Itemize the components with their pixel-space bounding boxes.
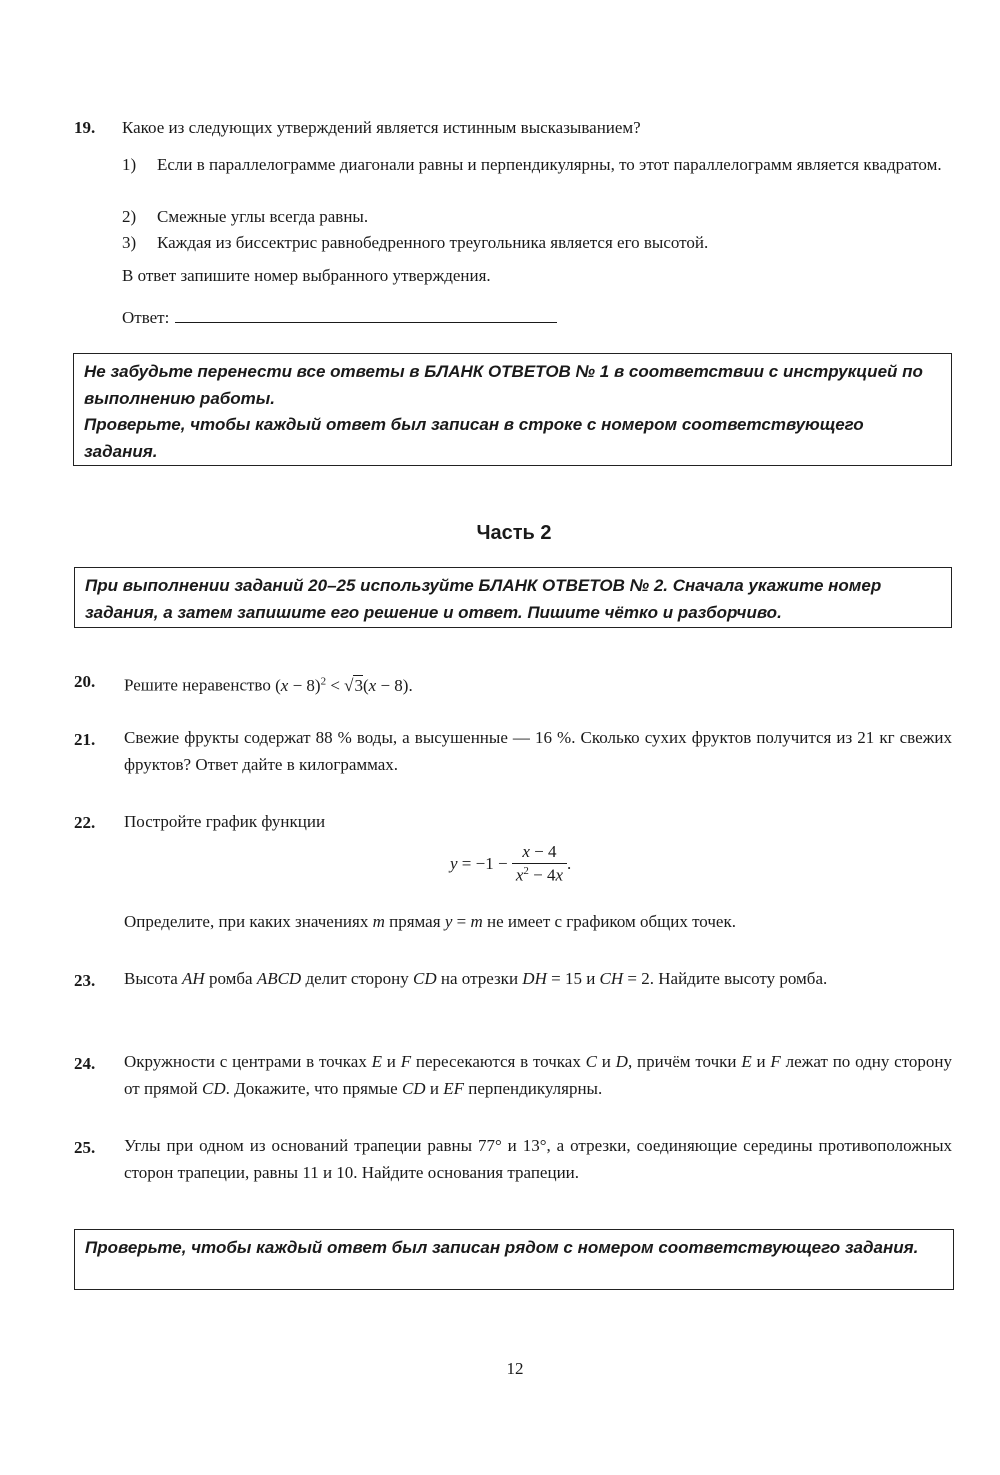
- task-22-number: 22.: [74, 813, 96, 832]
- task-19-option-2-num: 2): [122, 207, 137, 226]
- task-19-number: 19.: [74, 118, 96, 137]
- task-24-number: 24.: [74, 1054, 96, 1073]
- task-19-option-2-text: Смежные углы всегда равны.: [157, 207, 369, 226]
- notice-3-text: Проверьте, чтобы каждый ответ был записан рядом с номером соответствующего задания.: [85, 1238, 919, 1257]
- notice-box-1: [73, 353, 952, 466]
- notice-1-line-2: Проверьте, чтобы каждый ответ был записан в строке с номером соответствующего задания.: [84, 415, 864, 461]
- task-20-formula: $(x - 8)^2 < √3(x - 8)$.: [275, 675, 413, 695]
- task-21-number: 21.: [74, 730, 96, 749]
- task-22-text: Постройте график функции: [124, 812, 326, 831]
- task-19-option-3-text: Каждая из биссектрис равнобедренного треугольника является его высотой.: [157, 233, 709, 252]
- notice-box-3: [74, 1229, 954, 1290]
- task-19-option-1-text: Если в параллелограмме диагонали равны и перпендикулярны, то этот параллелограмм является квадратом.: [157, 155, 942, 174]
- task-20-statement: [124, 668, 413, 699]
- task-25-text: Углы при одном из оснований трапеции равны 77° и 13°, а отрезки, соединяющие середины противоположных сторон трапеции, равны 11 и 10. Найдите основания трапеции.: [124, 1136, 952, 1182]
- page-number: 12: [506, 1359, 524, 1378]
- task-23-text: Высота AH ромба ABCD делит сторону CD на отрезки DH = 15 и CH = 2. Найдите высоту ромба.: [124, 969, 828, 988]
- task-19-option-3-num: 3): [122, 233, 137, 252]
- task-19-option-1-num: 1): [122, 155, 137, 174]
- task-19-question: Какое из следующих утверждений является истинным высказыванием?: [122, 118, 641, 137]
- notice-2-text: При выполнении заданий 20–25 используйте БЛАНК ОТВЕТОВ № 2. Сначала укажите номер задания, а затем запишите его решение и ответ. Пишите чётко и разборчиво.: [85, 576, 882, 622]
- answer-label: Ответ:: [122, 308, 170, 327]
- notice-box-2: [74, 567, 952, 628]
- task-22-formula: y = −1 − $\frac{x - 4}{x^2 - 4x}$ .: [450, 842, 572, 885]
- task-20-number: 20.: [74, 672, 96, 691]
- notice-1-line-1: Не забудьте перенести все ответы в БЛАНК ОТВЕТОВ № 1 в соответствии с инструкцией по выполнению работы.: [84, 362, 923, 408]
- task-21-text: Свежие фрукты содержат 88 % воды, а высушенные — 16 %. Сколько сухих фруктов получится из 21 кг свежих фруктов? Ответ дайте в килограммах.: [124, 728, 952, 774]
- task-19-instruction: В ответ запишите номер выбранного утверждения.: [122, 266, 491, 285]
- task-19-answer: [122, 304, 557, 328]
- task-25-number: 25.: [74, 1138, 96, 1157]
- task-20-text: Решите неравенство: [124, 675, 271, 695]
- part-2-title: Часть 2: [476, 522, 552, 544]
- task-23-number: 23.: [74, 971, 96, 990]
- task-24-text: Окружности с центрами в точках E и F пересекаются в точках C и D, причём точки E и F лежат по одну сторону от прямой CD. Докажите, что прямые CD и EF перпендикулярны.: [124, 1052, 952, 1098]
- task-22-text-2: Определите, при каких значениях m прямая y = m не имеет с графиком общих точек.: [124, 912, 736, 931]
- answer-field[interactable]: [175, 304, 557, 323]
